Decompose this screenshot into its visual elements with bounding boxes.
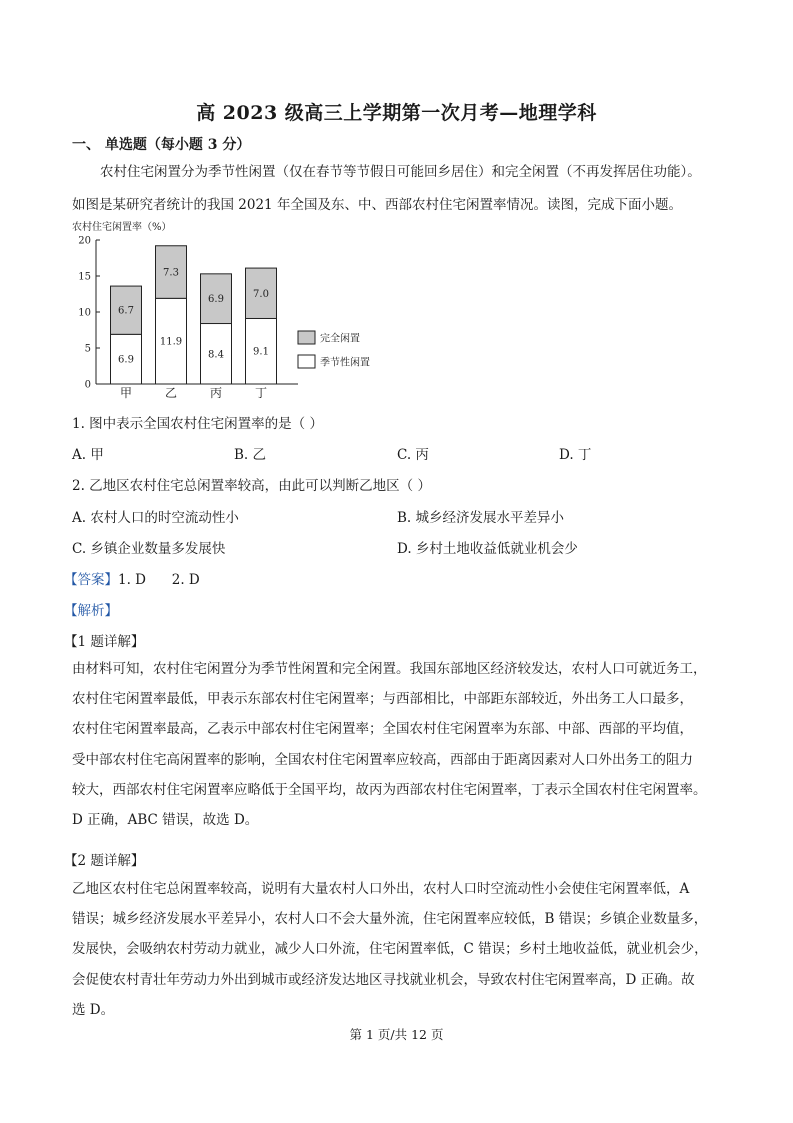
legend-label: 季节性闲置 (320, 357, 370, 369)
bar-data-label: 6.7 (118, 305, 134, 317)
q1-option-c: C. 丙 (397, 447, 429, 463)
bar-data-label: 9.1 (253, 346, 269, 358)
detail1-body (72, 654, 726, 835)
x-category-label: 甲 (119, 386, 133, 400)
y-axis-label: 农村住宅闲置率（%） (72, 222, 172, 233)
detail1-line: 较大，西部农村住宅闲置率应略低于全国平均，故丙为西部农村住宅闲置率，丁表示全国农村住宅闲置率。 (72, 781, 707, 798)
detail2-line: 错误；城乡经济发展水平差异小，农村人口不会大量外流，住宅闲置率应较低，B 错误；乡镇企业数量多， (72, 911, 708, 928)
answer-line (64, 568, 200, 588)
answer-text: 1. D 2. D (118, 572, 200, 588)
detail1-line: 农村住宅闲置率最低，甲表示东部农村住宅闲置率；与西部相比，中部距东部较近，外出务工人口最多， (72, 691, 693, 708)
q1-stem: 1. 图中表示全国农村住宅闲置率的是（ ） (72, 416, 323, 432)
q1-option-a: A. 甲 (72, 447, 104, 463)
legend-swatch (298, 331, 315, 344)
q1-option-b: B. 乙 (234, 447, 267, 463)
y-tick-label: 10 (78, 307, 91, 319)
stacked-bar-chart (70, 218, 390, 403)
detail2-heading: 【2 题详解】 (64, 853, 145, 869)
section-heading: 一、 单选题（每小题 3 分） (72, 137, 251, 153)
y-tick-label: 15 (78, 271, 91, 283)
y-tick-label: 20 (78, 235, 91, 247)
detail2-line: 发展快，会吸纳农村劳动力就业，减少人口外流，住宅闲置率低，C 错误；乡村土地收益低，就业机会少， (72, 941, 708, 958)
bar-data-label: 8.4 (208, 349, 224, 361)
detail2-line: 乙地区农村住宅总闲置率较高，说明有大量农村人口外出，农村人口时空流动性小会使住宅闲置率低，A (72, 881, 690, 897)
analysis-tag: 【解析】 (64, 603, 118, 619)
x-category-label: 乙 (164, 386, 178, 400)
intro-line-2: 如图是某研究者统计的我国 2021 年全国及东、中、西部农村住宅闲置率情况。读图，完成下面小题。 (72, 197, 682, 213)
legend-swatch (298, 355, 315, 368)
q2-stem: 2. 乙地区农村住宅总闲置率较高，由此可以判断乙地区（ ） (72, 478, 431, 494)
bar-data-label: 6.9 (118, 354, 134, 366)
detail1-line: 受中部农村住宅高闲置率的影响，全国农村住宅闲置率应较高，西部由于距离因素对人口外出务工的阻力 (72, 751, 693, 768)
page-footer: 第 1 页/共 12 页 (349, 1027, 444, 1042)
detail2-line: 选 D。 (72, 1001, 115, 1018)
detail1-line: 农村住宅闲置率最高，乙表示中部农村住宅闲置率；全国农村住宅闲置率为东部、中部、西部的平均值， (72, 721, 693, 738)
detail2-body (72, 874, 726, 1025)
legend-label: 完全闲置 (320, 333, 360, 345)
detail1-line: 由材料可知，农村住宅闲置分为季节性闲置和完全闲置。我国东部地区经济较发达，农村人口可就近务工， (72, 661, 707, 677)
answer-tag: 【答案】 (64, 572, 118, 588)
bar-data-label: 7.0 (253, 288, 269, 300)
detail1-heading: 【1 题详解】 (64, 634, 145, 650)
q1-option-d: D. 丁 (559, 447, 592, 463)
q2-option-d: D. 乡村土地收益低就业机会少 (397, 541, 578, 557)
y-tick-label: 5 (84, 343, 91, 355)
bar-data-label: 6.9 (208, 294, 224, 306)
q2-option-a: A. 农村人口的时空流动性小 (72, 510, 239, 526)
x-category-label: 丁 (254, 386, 268, 400)
intro-line-1: 农村住宅闲置分为季节性闲置（仅在春节等节假日可能回乡居住）和完全闲置（不再发挥居住功能）。 (100, 164, 701, 180)
y-tick-label: 0 (84, 379, 91, 391)
bar-data-label: 11.9 (159, 336, 183, 348)
x-category-label: 丙 (209, 386, 223, 400)
detail1-line: D 正确，ABC 错误，故选 D。 (72, 812, 259, 829)
detail2-line: 会促使农村青壮年劳动力外出到城市或经济发达地区寻找就业机会，导致农村住宅闲置率高，D 正确。故 (72, 971, 695, 988)
page-title: 高 2023 级高三上学期第一次月考—地理学科 (196, 102, 597, 124)
q2-option-c: C. 乡镇企业数量多发展快 (72, 541, 226, 557)
q2-option-b: B. 城乡经济发展水平差异小 (397, 510, 565, 526)
bar-data-label: 7.3 (163, 267, 179, 279)
